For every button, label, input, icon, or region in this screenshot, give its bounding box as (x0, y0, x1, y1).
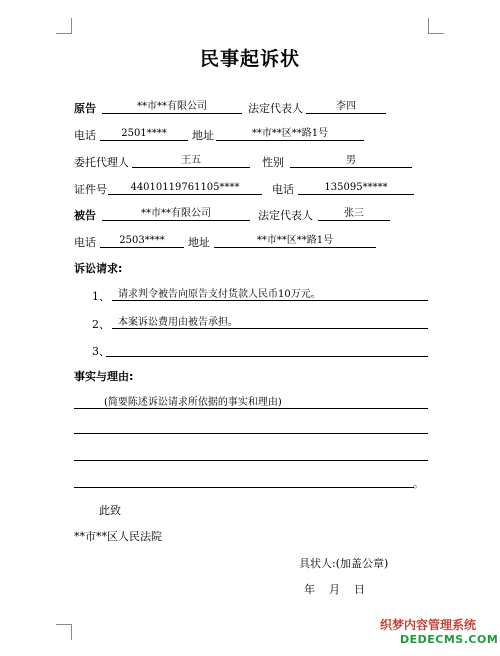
facts-line-2 (74, 433, 428, 434)
claim-text-2: 本案诉讼费用由被告承担。 (112, 317, 428, 329)
plaintiff-addr-field: **市**区**路1号 (216, 128, 364, 141)
plaintiff-label: 原告 (74, 102, 96, 115)
plaintiff-name-field: **市**有限公司 (102, 101, 242, 114)
claim-number-2: 2、 (92, 318, 110, 331)
defendant-addr-field: **市**区**路1号 (214, 235, 376, 248)
corner-mark-top-left (56, 18, 72, 34)
defendant-rep-label: 法定代表人 (258, 209, 313, 222)
facts-hint: (简要陈述诉讼请求所依据的事实和理由) (74, 397, 428, 409)
plaintiff-rep-field: 李四 (306, 101, 386, 114)
facts-line-3 (74, 460, 428, 461)
agent-label: 委托代理人 (74, 156, 129, 169)
signer-line: 具状人:(加盖公章) (299, 557, 389, 570)
claim-text-1: 请求判令被告向原告支付货款人民币10万元。 (112, 289, 428, 301)
agent-gender-label: 性别 (262, 156, 284, 169)
plaintiff-rep-label: 法定代表人 (248, 102, 303, 115)
agent-id-field: 44010119761105**** (108, 182, 262, 195)
claim-number-1: 1、 (92, 290, 110, 303)
date-line: 年 月 日 (304, 583, 365, 596)
defendant-addr-label: 地址 (188, 236, 210, 249)
facts-line-4 (74, 487, 414, 488)
facts-end-mark: 。 (413, 477, 424, 490)
claims-heading: 诉讼请求: (74, 262, 123, 275)
agent-id-label: 证件号 (74, 183, 107, 196)
watermark-site: DEDECMS.COM (400, 633, 499, 646)
agent-name-field: 王五 (132, 155, 250, 168)
corner-mark-top-right (428, 18, 444, 34)
plaintiff-phone-label: 电话 (74, 129, 96, 142)
corner-mark-bottom-left (56, 624, 72, 640)
agent-phone-field: 135095***** (298, 182, 414, 195)
claim-number-3: 3、 (92, 345, 110, 358)
document-title: 民事起诉状 (199, 48, 300, 70)
defendant-name-field: **市**有限公司 (102, 208, 250, 221)
plaintiff-addr-label: 地址 (192, 129, 214, 142)
closing-salute: 此致 (99, 504, 121, 517)
claim-text-3 (106, 344, 428, 357)
defendant-rep-field: 张三 (318, 208, 390, 221)
defendant-label: 被告 (74, 209, 96, 222)
defendant-phone-label: 电话 (74, 236, 96, 249)
watermark-text: 织梦内容管理系统 (380, 618, 477, 632)
defendant-phone-field: 2503**** (100, 235, 184, 248)
agent-gender-field: 男 (290, 155, 412, 168)
court-name: **市**区人民法院 (74, 530, 162, 543)
facts-heading: 事实与理由: (74, 370, 134, 383)
plaintiff-phone-field: 2501**** (100, 128, 188, 141)
agent-phone-label: 电话 (272, 183, 294, 196)
